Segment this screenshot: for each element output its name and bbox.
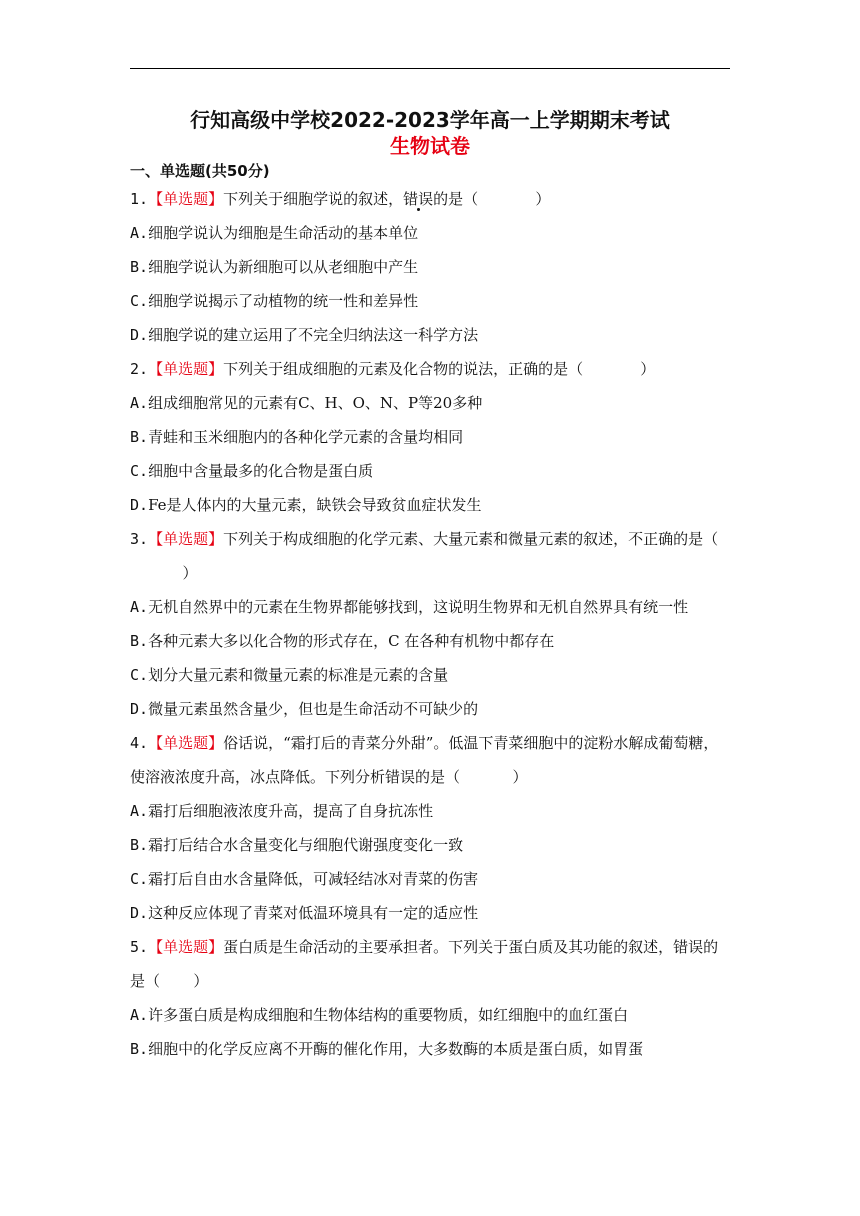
question-type-tag: 【单选题】: [148, 530, 224, 548]
question-text-after: 的是（: [433, 190, 479, 208]
option-d: [130, 318, 730, 352]
option-letter: D.: [130, 496, 149, 514]
question-stem: [130, 352, 730, 386]
option-c: [130, 454, 730, 488]
option-letter: B.: [130, 836, 149, 854]
option-d: [130, 896, 730, 930]
option-a: [130, 998, 730, 1032]
option-letter: A.: [130, 598, 149, 616]
option-text: 霜打后自由水含量降低，可减轻结冰对青菜的伤害: [148, 870, 479, 888]
option-text: Fe是人体内的大量元素，缺铁会导致贫血症状发生: [148, 496, 482, 514]
option-text: 细胞学说认为细胞是生命活动的基本单位: [148, 224, 419, 242]
option-text: 这种反应体现了青菜对低温环境具有一定的适应性: [148, 904, 479, 922]
option-b: [130, 624, 730, 658]
question-2: [130, 352, 730, 522]
exam-body: [130, 160, 730, 1066]
option-d: [130, 692, 730, 726]
question-stem: [130, 726, 730, 794]
option-letter: C.: [130, 292, 149, 310]
option-letter: B.: [130, 258, 149, 276]
question-number: 5.: [130, 938, 149, 956]
option-text: 霜打后细胞液浓度升高，提高了自身抗冻性: [148, 802, 434, 820]
option-text: 细胞学说的建立运用了不完全归纳法这一科学方法: [148, 326, 479, 344]
option-letter: D.: [130, 904, 149, 922]
option-text: 霜打后结合水含量变化与细胞代谢强度变化一致: [148, 836, 464, 854]
question-text: 蛋白质是生命活动的主要承担者。下列关于蛋白质及其功能的叙述，错误的是（: [130, 938, 719, 990]
question-number: 4.: [130, 734, 149, 752]
question-stem: [130, 930, 730, 998]
option-text: 青蛙和玉米细胞内的各种化学元素的含量均相同: [148, 428, 464, 446]
option-letter: B.: [130, 428, 149, 446]
question-text: 下列关于细胞学说的叙述，: [223, 190, 404, 208]
emphasis-text: 错误: [403, 190, 434, 208]
option-a: [130, 216, 730, 250]
option-text: 划分大量元素和微量元素的标准是元素的含量: [148, 666, 449, 684]
option-letter: A.: [130, 802, 149, 820]
option-text: 微量元素虽然含量少，但也是生命活动不可缺少的: [148, 700, 479, 718]
header-rule: [130, 68, 730, 69]
option-letter: D.: [130, 700, 149, 718]
option-c: [130, 284, 730, 318]
question-text: 下列关于组成细胞的元素及化合物的说法，正确的是（: [223, 360, 584, 378]
option-text: 各种元素大多以化合物的形式存在，C 在各种有机物中都存在: [148, 632, 555, 650]
option-letter: C.: [130, 870, 149, 888]
exam-subtitle: 生物试卷: [390, 134, 470, 158]
option-text: 许多蛋白质是构成细胞和生物体结构的重要物质，如红细胞中的血红蛋白: [148, 1006, 629, 1024]
answer-blank: ）: [160, 972, 209, 990]
answer-blank: ）: [583, 360, 656, 378]
option-text: 细胞中含量最多的化合物是蛋白质: [148, 462, 374, 480]
option-letter: C.: [130, 666, 149, 684]
section-heading: 一、单选题(共50分): [130, 162, 270, 180]
question-text: 下列关于构成细胞的化学元素、大量元素和微量元素的叙述，不正确的是（: [223, 530, 719, 548]
option-letter: D.: [130, 326, 149, 344]
option-text: 细胞学说揭示了动植物的统一性和差异性: [148, 292, 419, 310]
option-text: 细胞中的化学反应离不开酶的催化作用，大多数酶的本质是蛋白质，如胃蛋: [148, 1040, 644, 1058]
option-d: [130, 488, 730, 522]
option-b: [130, 420, 730, 454]
option-c: [130, 658, 730, 692]
option-b: [130, 828, 730, 862]
question-4: [130, 726, 730, 930]
option-letter: C.: [130, 462, 149, 480]
option-b: [130, 250, 730, 284]
question-type-tag: 【单选题】: [148, 938, 224, 956]
option-b: [130, 1032, 730, 1066]
option-text: 无机自然界中的元素在生物界都能够找到，这说明生物界和无机自然界具有统一性: [148, 598, 689, 616]
question-type-tag: 【单选题】: [148, 190, 224, 208]
option-text: 组成细胞常见的元素有C、H、O、N、P等20多种: [148, 394, 483, 412]
option-letter: B.: [130, 1040, 149, 1058]
question-stem: [130, 522, 730, 590]
question-1: [130, 182, 730, 352]
answer-blank: ）: [460, 768, 528, 786]
question-3: [130, 522, 730, 726]
question-number: 3.: [130, 530, 149, 548]
question-stem: [130, 182, 730, 216]
exam-title: 行知高级中学校2022-2023学年高一上学期期末考试: [190, 108, 670, 132]
option-letter: A.: [130, 394, 149, 412]
answer-blank: ）: [130, 564, 198, 582]
question-type-tag: 【单选题】: [148, 734, 224, 752]
question-number: 2.: [130, 360, 149, 378]
option-letter: A.: [130, 224, 149, 242]
option-a: [130, 590, 730, 624]
option-a: [130, 794, 730, 828]
answer-blank: ）: [478, 190, 551, 208]
option-letter: B.: [130, 632, 149, 650]
question-5: [130, 930, 730, 1066]
question-text: 俗话说，“霜打后的青菜分外甜”。低温下青菜细胞中的淀粉水解成葡萄糖，使溶液浓度升高，冰点降低。下列分析错误的是（: [130, 734, 719, 786]
option-text: 细胞学说认为新细胞可以从老细胞中产生: [148, 258, 419, 276]
question-number: 1.: [130, 190, 149, 208]
option-a: [130, 386, 730, 420]
option-c: [130, 862, 730, 896]
option-letter: A.: [130, 1006, 149, 1024]
question-type-tag: 【单选题】: [148, 360, 224, 378]
